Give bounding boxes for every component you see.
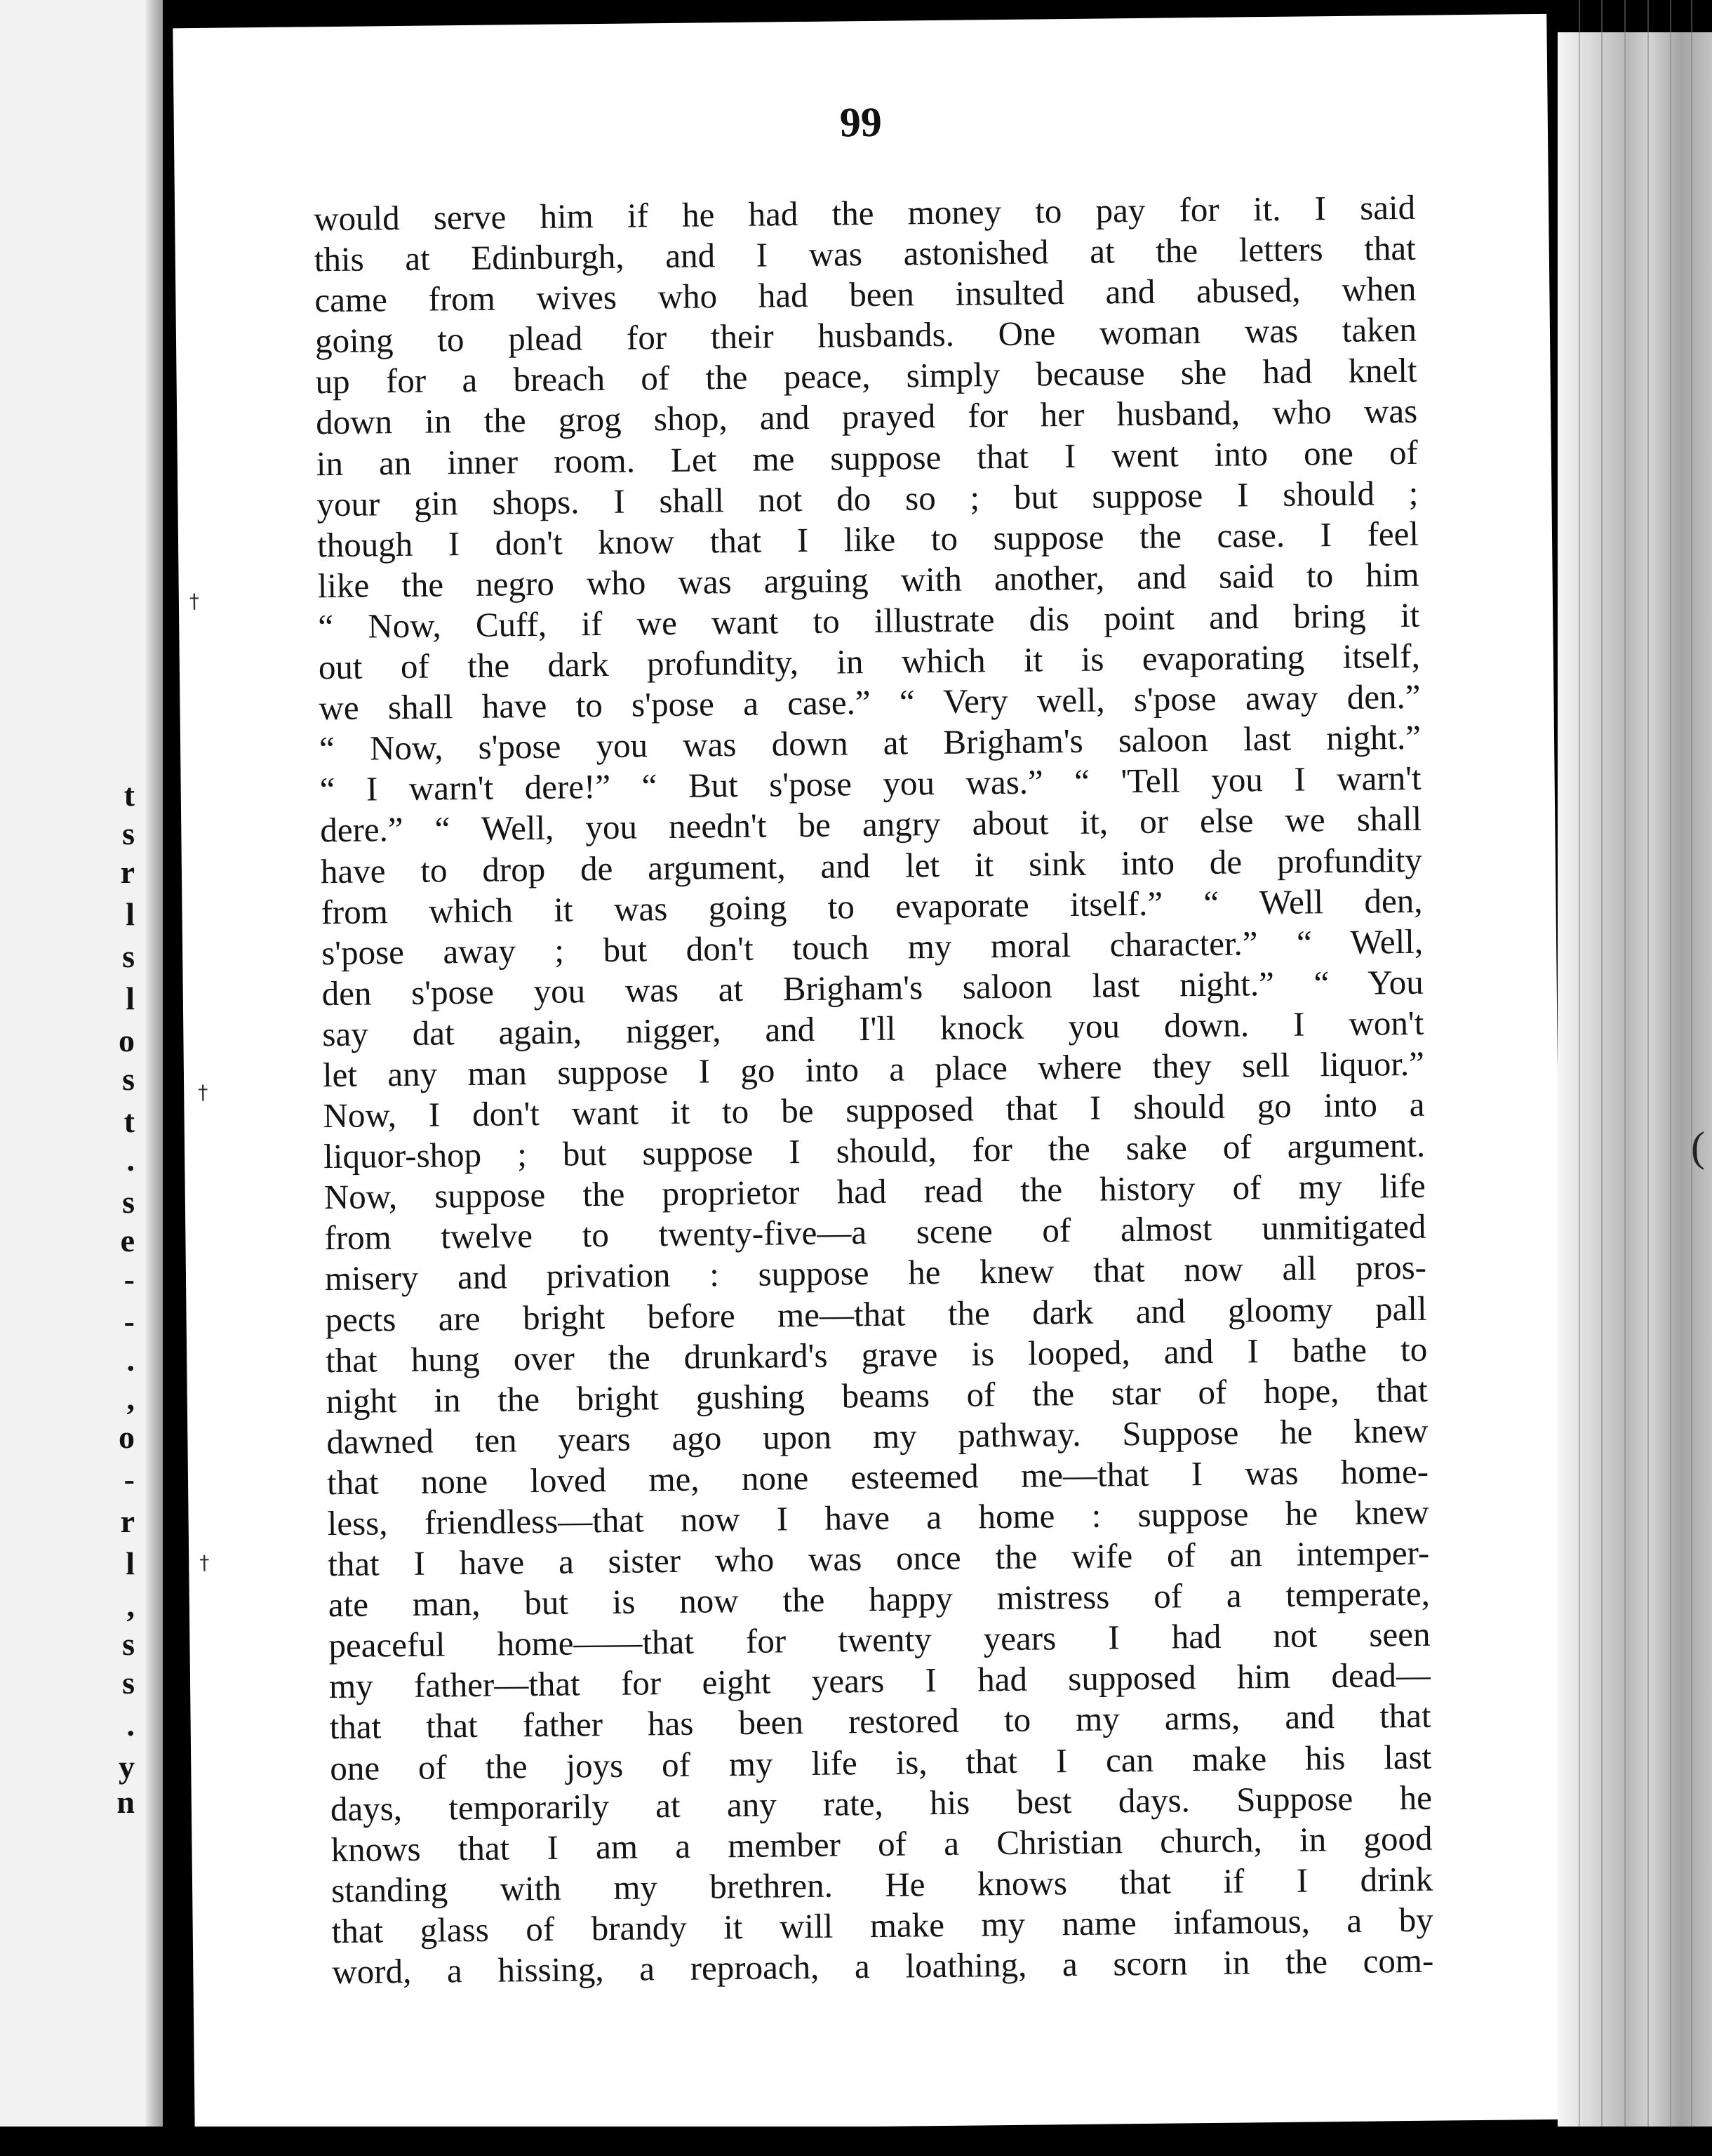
left-edge-char: r — [120, 1503, 135, 1539]
text-line: out of the dark profundity, in which it is evaporating itself, — [318, 636, 1421, 687]
page-block-edge — [1558, 0, 1712, 2156]
left-edge-char: , — [126, 1588, 135, 1623]
text-line: one of the joys of my life is, that I can make his last — [330, 1737, 1432, 1788]
left-edge-char: s — [122, 938, 135, 974]
text-line: den s'pose you was at Brigham's saloon last night.” “ You — [321, 962, 1424, 1013]
text-line: up for a breach of the peace, simply because she had knelt — [315, 351, 1417, 401]
margin-speck: † — [189, 589, 200, 613]
text-line: that I have a sister who was once the wife of an intemper- — [327, 1533, 1430, 1584]
left-edge-char: l — [126, 896, 135, 932]
margin-speck: † — [198, 1080, 208, 1105]
text-line: standing with my brethren. He knows that if I drink — [330, 1859, 1433, 1910]
text-line: less, friendless—that now I have a home : suppose he knew — [327, 1492, 1429, 1543]
text-line: from which it was going to evaporate itself.” “ Well den, — [321, 881, 1423, 931]
text-line: ate man, but is now the happy mistress of a temperate, — [328, 1573, 1431, 1625]
scan-border — [0, 2127, 1712, 2156]
page-edge-line — [1601, 0, 1603, 2156]
left-edge-char: - — [123, 1261, 135, 1297]
text-line: Now, I don't want it to be supposed that I should go into a — [323, 1084, 1425, 1136]
text-line: knows that I am a member of a Christian church, in good — [330, 1818, 1433, 1869]
page-gutter-shadow — [146, 0, 163, 2156]
left-page-edge-text — [0, 0, 163, 2156]
left-edge-char: y — [119, 1749, 135, 1785]
left-edge-char: s — [122, 816, 135, 851]
text-line: going to plead for their husbands. One woman was taken — [314, 310, 1417, 361]
left-edge-char: o — [119, 1419, 135, 1455]
text-line: night in the bright gushing beams of the star of hope, that — [326, 1370, 1429, 1420]
left-edge-char: r — [120, 854, 135, 890]
left-edge-char: l — [126, 980, 135, 1016]
text-line: days, temporarily at any rate, his best days. Suppose he — [330, 1778, 1433, 1828]
text-line: this at Edinburgh, and I was astonished at the letters that — [314, 228, 1417, 279]
text-line: say dat again, nigger, and I'll knock you down. I won't — [322, 1003, 1424, 1054]
text-line: that hung over the drunkard's grave is looped, and I bathe to — [325, 1329, 1428, 1380]
left-edge-char: , — [126, 1380, 135, 1416]
left-edge-char: s — [122, 1184, 135, 1220]
text-line: “ I warn't dere!” “ But s'pose you was.” “ 'Tell you I warn't — [319, 759, 1422, 809]
text-line: “ Now, s'pose you was down at Brigham's saloon last night.” — [319, 717, 1422, 768]
left-edge-char: o — [119, 1023, 135, 1058]
edge-mark: ( — [1691, 1124, 1705, 1170]
margin-speck: † — [199, 1550, 210, 1575]
text-line: liquor-shop ; but suppose I should, for the sake of argument. — [323, 1125, 1426, 1176]
text-line: we shall have to s'pose a case.” “ Very well, s'pose away den.” — [319, 677, 1421, 728]
page-body-text — [314, 187, 1434, 1992]
book-page — [173, 14, 1568, 2134]
left-edge-char: s — [122, 1626, 135, 1662]
text-line: dere.” “ Well, you needn't be angry about it, or else we shall — [320, 799, 1422, 850]
text-line: let any man suppose I go into a place where they sell liquor.” — [322, 1044, 1425, 1095]
left-edge-char: l — [126, 1545, 135, 1581]
text-line: your gin shops. I shall not do so ; but suppose I should ; — [316, 473, 1419, 524]
page-edge-line — [1647, 0, 1649, 2156]
left-edge-char: . — [126, 1707, 135, 1743]
left-edge-char: t — [123, 1103, 135, 1139]
text-line: would serve him if he had the money to pay for it. I said — [313, 187, 1416, 239]
text-line: that glass of brandy it will make my name infamous, a by — [331, 1900, 1433, 1951]
page-edge-line — [1624, 0, 1626, 2156]
left-edge-char: s — [122, 1665, 135, 1701]
text-line: that none loved me, none esteemed me—that I was home- — [326, 1451, 1429, 1503]
left-edge-char: e — [120, 1223, 135, 1258]
page-edge-line — [1670, 0, 1671, 2156]
text-line: word, a hissing, a reproach, a loathing, a scorn in the com- — [332, 1941, 1434, 1992]
text-line: s'pose away ; but don't touch my moral character.” “ Well, — [321, 921, 1424, 972]
text-line: misery and privation : suppose he knew that now all pros- — [324, 1248, 1427, 1298]
text-line: my father—that for eight years I had supposed him dead— — [328, 1656, 1431, 1706]
left-edge-char: t — [123, 777, 135, 813]
text-line: from twelve to twenty-five—a scene of almost unmitigated — [324, 1207, 1426, 1258]
left-edge-char: . — [126, 1142, 135, 1178]
text-line: that that father has been restored to my arms, and that — [329, 1696, 1431, 1747]
scan-border-top — [1558, 0, 1712, 32]
text-line: dawned ten years ago upon my pathway. Suppose he knew — [326, 1411, 1429, 1461]
text-line: came from wives who had been insulted and abused, when — [314, 269, 1417, 320]
left-edge-char: - — [123, 1303, 135, 1339]
page-edge-line — [1579, 0, 1580, 2156]
text-line: peaceful home——that for twenty years I had not seen — [328, 1614, 1431, 1665]
left-edge-char: n — [116, 1784, 135, 1820]
text-line: Now, suppose the proprietor had read the history of my life — [323, 1166, 1426, 1217]
page-number: 99 — [839, 98, 883, 146]
text-line: pects are bright before me—that the dark and gloomy pall — [325, 1289, 1427, 1339]
left-edge-char: . — [126, 1342, 135, 1378]
page-edge-line — [1691, 0, 1692, 2156]
text-line: “ Now, Cuff, if we want to illustrate dis point and bring it — [317, 595, 1420, 646]
left-page-fragment — [0, 0, 163, 2156]
text-line: though I don't know that I like to suppose the case. I feel — [316, 514, 1419, 564]
left-edge-char: - — [123, 1461, 135, 1497]
text-line: down in the grog shop, and prayed for her husband, who was — [315, 392, 1418, 442]
left-edge-char: s — [122, 1061, 135, 1097]
text-line: like the negro who was arguing with another, and said to him — [317, 554, 1419, 606]
text-line: have to drop de argument, and let it sink into de profundity — [320, 840, 1423, 891]
text-line: in an inner room. Let me suppose that I went into one of — [316, 432, 1419, 483]
